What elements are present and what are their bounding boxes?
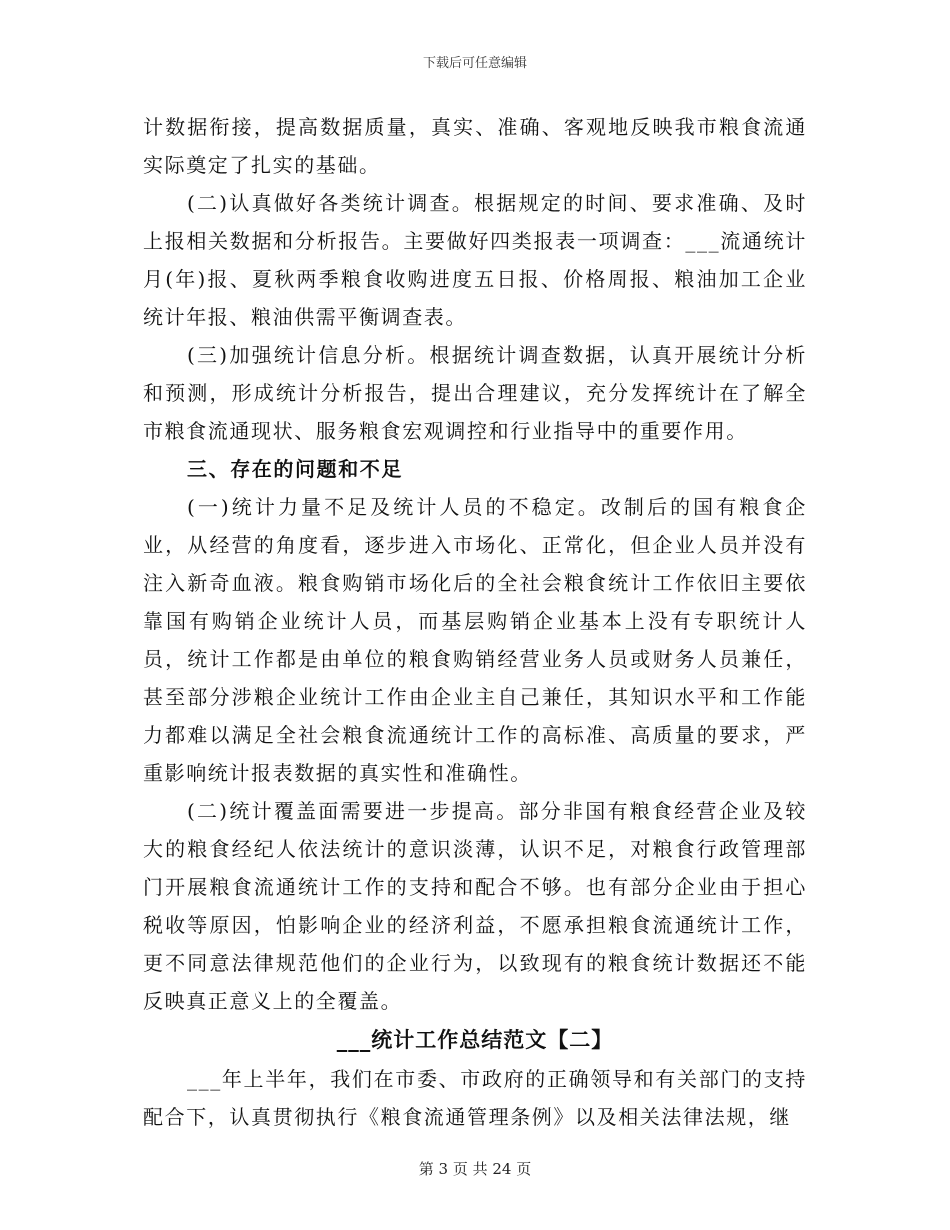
paragraph-analysis: (三)加强统计信息分析。根据统计调查数据，认真开展统计分析和预测，形成统计分析报告，提出合理建议，充分发挥统计在了解全市粮食流通现状、服务粮食宏观调控和行业指导中的重要作用。 [143, 343, 807, 443]
document-title-two: ___统计工作总结范文【二】 [336, 1027, 614, 1052]
page-header-note: 下载后可任意编辑 [422, 56, 527, 71]
page-number: 第 3 页 共 24 页 [418, 1160, 532, 1178]
paragraph-staffing: (一)统计力量不足及统计人员的不稳定。改制后的国有粮食企业，从经营的角度看，逐步进入市场化、正常化，但企业人员并没有注入新奇血液。粮食购销市场化后的全社会粮食统计工作依旧主要依靠国有购销企业统计人员，而基层购销企业基本上没有专职统计人员，统计工作都是由单位的粮食购销经营业务人员或财务人员兼任，甚至部分涉粮企业统计工作由企业主自己兼任，其知识水平和工作能力都难以满足全社会粮食流通统计工作的高标准、高质量的要求，严重影响统计报表数据的真实性和准确性。 [143, 495, 807, 785]
document-body [143, 108, 807, 1136]
paragraph-continuation: 计数据衔接，提高数据质量，真实、准确、客观地反映我市粮食流通实际奠定了扎实的基础。 [143, 115, 807, 177]
paragraph-survey: (二)认真做好各类统计调查。根据规定的时间、要求准确、及时上报相关数据和分析报告。主要做好四类报表一项调查：___流通统计月(年)报、夏秋两季粮食收购进度五日报、价格周报、粮油加工企业统计年报、粮油供需平衡调查表。 [143, 191, 807, 329]
section-heading-problems: 三、存在的问题和不足 [187, 457, 403, 481]
paragraph-coverage: (二)统计覆盖面需要进一步提高。部分非国有粮食经营企业及较大的粮食经纪人依法统计的意识淡薄，认识不足，对粮食行政管理部门开展粮食流通统计工作的支持和配合不够。也有部分企业由于担心税收等原因，怕影响企业的经济利益，不愿承担粮食流通统计工作，更不同意法律规范他们的企业行为，以致现有的粮食统计数据还不能反映真正意义上的全覆盖。 [143, 799, 807, 1013]
paragraph-half-year: ___年上半年，我们在市委、市政府的正确领导和有关部门的支持配合下，认真贯彻执行《粮食流通管理条例》以及相关法律法规，继 [143, 1067, 807, 1129]
